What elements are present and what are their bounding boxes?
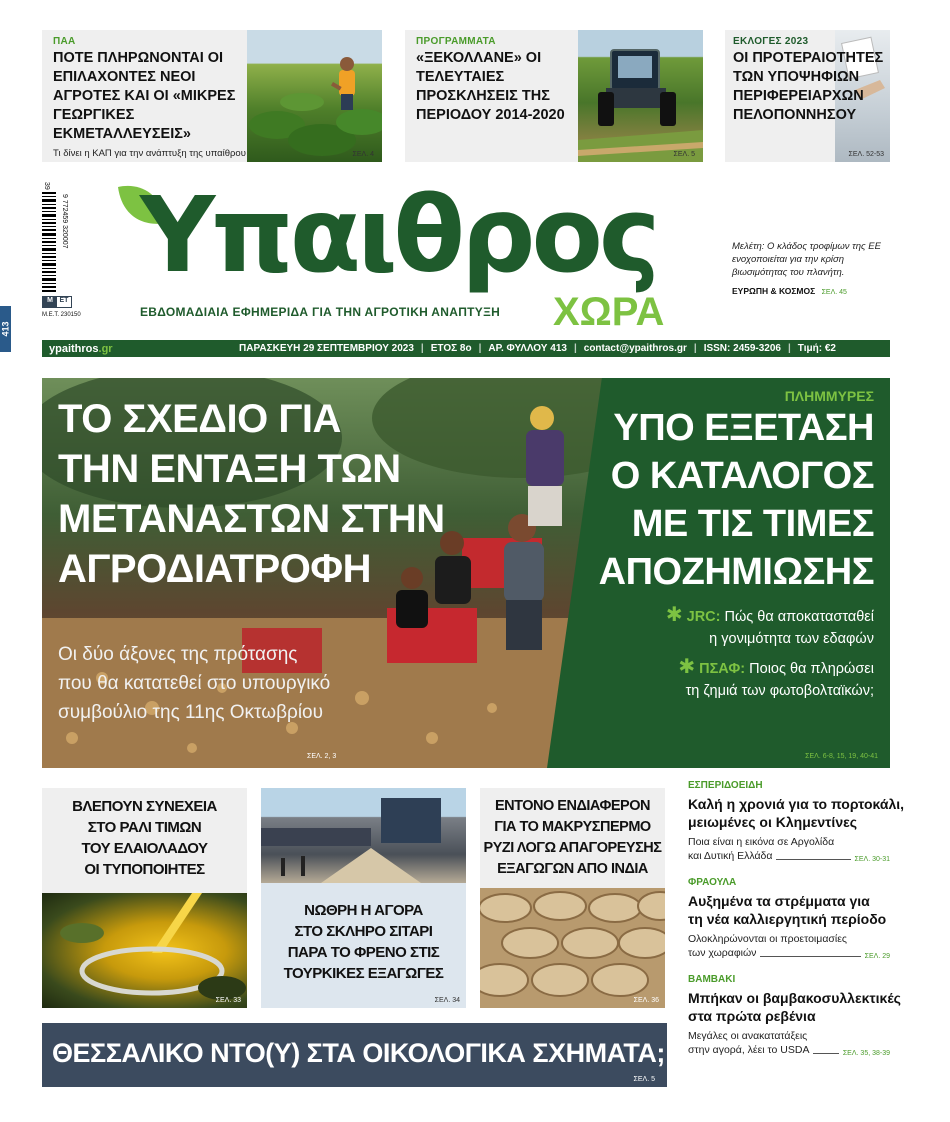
floods-headline-2: Ο ΚΑΤΑΛΟΓΟΣ bbox=[610, 455, 874, 497]
headline: ΠΟΤΕ ΠΛΗΡΩΝΟΝΤΑΙ ΟΙ ΕΠΙΛΑΧΟΝΤΕΣ ΝΕΟΙ ΑΓΡΟΤΕΣ ΚΑΙ ΟΙ «ΜΙΚΡΕΣ ΓΕΩΡΓΙΚΕΣ ΕΚΜΕΤΑΛΛΕΥΣΕΙΣ» bbox=[53, 50, 236, 142]
story-olive-oil[interactable] bbox=[42, 788, 247, 1008]
floods-page-ref: ΣΕΛ. 6-8, 15, 19, 40-41 bbox=[805, 753, 878, 760]
divider bbox=[813, 1053, 838, 1054]
spine-number: 413 bbox=[0, 321, 11, 337]
page-ref: ΣΕΛ. 4 bbox=[352, 151, 374, 158]
headline-line: τη νέα καλλιεργητική περίοδο bbox=[688, 911, 887, 927]
section-label: ΕΣΠΕΡΙΔΟΕΙΔΗ bbox=[688, 780, 763, 791]
story-durum-wheat[interactable] bbox=[261, 788, 466, 1008]
headline-line: Μπήκαν οι βαμβακοσυλλεκτικές bbox=[688, 990, 901, 1006]
lead-deck-1: Οι δύο άξονες της πρότασης bbox=[58, 644, 298, 665]
headline-line: ΝΩΘΡΗ Η ΑΓΟΡΑ bbox=[304, 902, 423, 919]
top-story-programs[interactable] bbox=[405, 30, 703, 162]
sub-line: και Δυτική Ελλάδα bbox=[688, 850, 773, 862]
floods-bullet-psaf: ✱ ΠΣΑΦ: Ποιος θα πληρώσει τη ζημιά των φωτοβολταϊκών; bbox=[678, 656, 874, 699]
asterisk-icon: ✱ bbox=[678, 656, 696, 678]
lead-page-ref: ΣΕΛ. 2, 3 bbox=[307, 753, 337, 760]
side-news-column bbox=[688, 780, 905, 1057]
site-link[interactable]: ypaithros.gr bbox=[49, 342, 113, 355]
met-label: Μ.Ε.Τ. 230150 bbox=[42, 312, 81, 318]
side-news-item[interactable] bbox=[688, 877, 890, 960]
issue-date: ΠΑΡΑΣΚΕΥΗ 29 ΣΕΠΤΕΜΒΡΙΟΥ 2023 bbox=[239, 343, 414, 354]
floods-section: ΠΛΗΜΜΥΡΕΣ bbox=[784, 388, 874, 404]
masthead-subtitle: ΧΩΡΑ bbox=[553, 290, 665, 334]
headline-line: ΤΟΥ ΕΛΑΙΟΛΑΔΟΥ bbox=[81, 840, 208, 857]
met-badge-left: Μ bbox=[43, 297, 57, 307]
floods-headline-1: ΥΠΟ ΕΞΕΤΑΣΗ bbox=[613, 407, 874, 449]
side-news-item[interactable] bbox=[688, 974, 901, 1057]
sub-line: των χωραφιών bbox=[688, 947, 757, 959]
headline-line: ΕΞΑΓΩΓΩΝ ΑΠΟ ΙΝΔΙΑ bbox=[497, 861, 648, 877]
masthead-tagline: ΕΒΔΟΜΑΔΙΑΙΑ ΕΦΗΜΕΡΙΔΑ ΓΙΑ ΤΗΝ ΑΓΡΟΤΙΚΗ ΑΝΑΠΤΥΞΗ bbox=[140, 305, 501, 319]
headline-line: Αυξημένα τα στρέμματα για bbox=[688, 893, 870, 909]
olive-oil-photo bbox=[42, 893, 247, 1008]
teaser-page: ΣΕΛ. 45 bbox=[821, 289, 847, 296]
section-label: ΠΑΑ bbox=[53, 36, 76, 47]
subtitle: Τι δίνει η ΚΑΠ για την ανάπτυξη της υπαίθρου bbox=[53, 148, 246, 159]
lead-headline-2: ΤΗΝ ΕΝΤΑΞΗ ΤΩΝ bbox=[58, 447, 401, 491]
page-ref: ΣΕΛ. 33 bbox=[215, 997, 241, 1004]
asterisk-icon: ✱ bbox=[665, 604, 683, 626]
section-label: ΒΑΜΒΑΚΙ bbox=[688, 974, 736, 985]
floods-headline-4: ΑΠΟΖΗΜΙΩΣΗΣ bbox=[598, 551, 874, 593]
page-ref: ΣΕΛ. 36 bbox=[633, 997, 659, 1004]
barcode-block bbox=[42, 182, 81, 332]
top-story-elections[interactable] bbox=[725, 30, 890, 162]
headline-line: ΡΥΖΙ ΛΟΓΩ ΑΠΑΓΟΡΕΥΣΗΣ bbox=[483, 840, 662, 856]
headline-line: ΤΟΥΡΚΙΚΕΣ ΕΞΑΓΩΓΕΣ bbox=[283, 965, 444, 982]
rice-sacks-photo bbox=[480, 888, 665, 1008]
headline-line: ΣΤΟ ΣΚΛΗΡΟ ΣΙΤΑΡΙ bbox=[294, 923, 433, 940]
floods-bullet-jrc: ✱ JRC: Πώς θα αποκατασταθεί η γονιμότητα των εδαφών bbox=[665, 604, 874, 647]
teaser-text: Μελέτη: Ο κλάδος τροφίμων της ΕΕ ενοχοποιείται για την κρίση βιωσιμότητας του πλανήτη. bbox=[732, 241, 881, 278]
page-ref: ΣΕΛ. 5 bbox=[673, 151, 695, 158]
lead-deck-2: που θα κατατεθεί στο υπουργικό bbox=[58, 673, 331, 694]
barcode-icon bbox=[42, 192, 56, 292]
thessaly-page-ref: ΣΕΛ. 5 bbox=[633, 1076, 655, 1083]
section-label: ΕΚΛΟΓΕΣ 2023 bbox=[733, 36, 809, 47]
barcode-top-number: 39 bbox=[43, 182, 50, 190]
section-label: ΦΡΑΟΥΛΑ bbox=[688, 877, 737, 888]
page-ref: ΣΕΛ. 35, 38-39 bbox=[842, 1050, 890, 1057]
lead-story[interactable] bbox=[42, 378, 890, 768]
farmer-photo bbox=[247, 30, 382, 162]
sub-line: Ποια είναι η εικόνα σε Αργολίδα bbox=[688, 836, 835, 848]
side-teaser[interactable] bbox=[732, 240, 890, 296]
price: Τιμή: €2 bbox=[797, 343, 836, 354]
lead-headline-4: ΑΓΡΟΔΙΑΤΡΟΦΗ bbox=[58, 547, 372, 591]
divider bbox=[776, 859, 850, 860]
headline-line: ΟΙ ΤΥΠΟΠΟΙΗΤΕΣ bbox=[84, 861, 205, 878]
met-badge-right: ΕΤ bbox=[59, 297, 69, 304]
divider bbox=[760, 956, 860, 957]
sub-line: στην αγορά, λέει το USDA bbox=[688, 1044, 810, 1056]
masthead-title: Υπαιθρος bbox=[140, 174, 657, 296]
port-photo bbox=[261, 788, 466, 883]
headline-line: ΣΤΟ ΡΑΛΙ ΤΙΜΩΝ bbox=[87, 819, 202, 836]
headline-line: ΕΝΤΟΝΟ ΕΝΔΙΑΦΕΡΟΝ bbox=[495, 798, 650, 814]
issn: ISSN: 2459-3206 bbox=[703, 343, 781, 354]
lead-headline-3: ΜΕΤΑΝΑΣΤΩΝ ΣΤΗΝ bbox=[58, 497, 445, 541]
tractor-photo bbox=[578, 30, 703, 162]
barcode-digits: 9 772459 320007 bbox=[61, 194, 68, 249]
lead-headline-1: ΤΟ ΣΧΕΔΙΟ ΓΙΑ bbox=[58, 397, 341, 441]
page-ref: ΣΕΛ. 52-53 bbox=[848, 151, 884, 158]
headline-line: Καλή η χρονιά για το πορτοκάλι, bbox=[688, 796, 905, 812]
thessaly-headline: ΘΕΣΣΑΛΙΚΟ ΝΤΟ(Υ) ΣΤΑ ΟΙΚΟΛΟΓΙΚΑ ΣΧΗΜΑΤΑ; bbox=[52, 1038, 665, 1068]
floods-headline-3: ΜΕ ΤΙΣ ΤΙΜΕΣ bbox=[631, 503, 874, 545]
headline-line: στα πρώτα ρεβένια bbox=[688, 1008, 816, 1024]
teaser-section: ΕΥΡΩΠΗ & ΚΟΣΜΟΣ bbox=[732, 286, 816, 296]
headline-line: μειωμένες οι Κλημεντίνες bbox=[688, 814, 858, 830]
page-ref: ΣΕΛ. 29 bbox=[864, 953, 890, 960]
side-news-item[interactable] bbox=[688, 780, 905, 863]
headline-line: ΒΛΕΠΟΥΝ ΣΥΝΕΧΕΙΑ bbox=[72, 798, 217, 815]
headline-line: ΠΑΡΑ ΤΟ ΦΡΕΝΟ ΣΤΙΣ bbox=[287, 944, 440, 961]
top-story-cap[interactable] bbox=[42, 30, 382, 162]
issue-number: ΑΡ. ΦΥΛΛΟΥ 413 bbox=[488, 343, 567, 354]
sub-line: Μεγάλες οι ανακατατάξεις bbox=[688, 1030, 808, 1042]
contact-email[interactable]: contact@ypaithros.gr bbox=[583, 343, 687, 354]
issue-year: ΕΤΟΣ 8ο bbox=[430, 343, 472, 354]
issue-info-banner: ypaithros.gr ΠΑΡΑΣΚΕΥΗ 29 ΣΕΠΤΕΜΒΡΙΟΥ 2023 | ΕΤΟΣ 8ο | ΑΡ. ΦΥΛΛΟΥ 413 | contact@ypaithros.gr | ISSN: 2459-3206 | Τιμή: €2 bbox=[42, 340, 890, 357]
page-ref: ΣΕΛ. 34 bbox=[434, 997, 460, 1004]
issue-spine-tab bbox=[0, 306, 11, 352]
headline: «ΞΕΚΟΛΛΑΝΕ» ΟΙ ΤΕΛΕΥΤΑΙΕΣ ΠΡΟΣΚΛΗΣΕΙΣ ΤΗΣ ΠΕΡΙΟΔΟΥ 2014-2020 bbox=[416, 50, 565, 123]
headline-line: ΓΙΑ ΤΟ ΜΑΚΡΥΣΠΕΡΜΟ bbox=[494, 819, 651, 835]
lead-deck-3: συμβούλιο της 11ης Οκτωβρίου bbox=[58, 702, 324, 723]
met-badge bbox=[42, 296, 72, 308]
page-ref: ΣΕΛ. 30-31 bbox=[854, 856, 890, 863]
headline: ΟΙ ΠΡΟΤΕΡΑΙΟΤΗΤΕΣ ΤΩΝ ΥΠΟΨΗΦΙΩΝ ΠΕΡΙΦΕΡΕΙΑΡΧΩΝ ΠΕΛΟΠΟΝΝΗΣΟΥ bbox=[733, 50, 884, 123]
section-label: ΠΡΟΓΡΑΜΜΑΤΑ bbox=[416, 36, 496, 47]
sub-line: Ολοκληρώνονται οι προετοιμασίες bbox=[688, 933, 847, 945]
story-rice[interactable] bbox=[480, 788, 665, 1008]
thessaly-banner[interactable] bbox=[42, 1023, 667, 1087]
